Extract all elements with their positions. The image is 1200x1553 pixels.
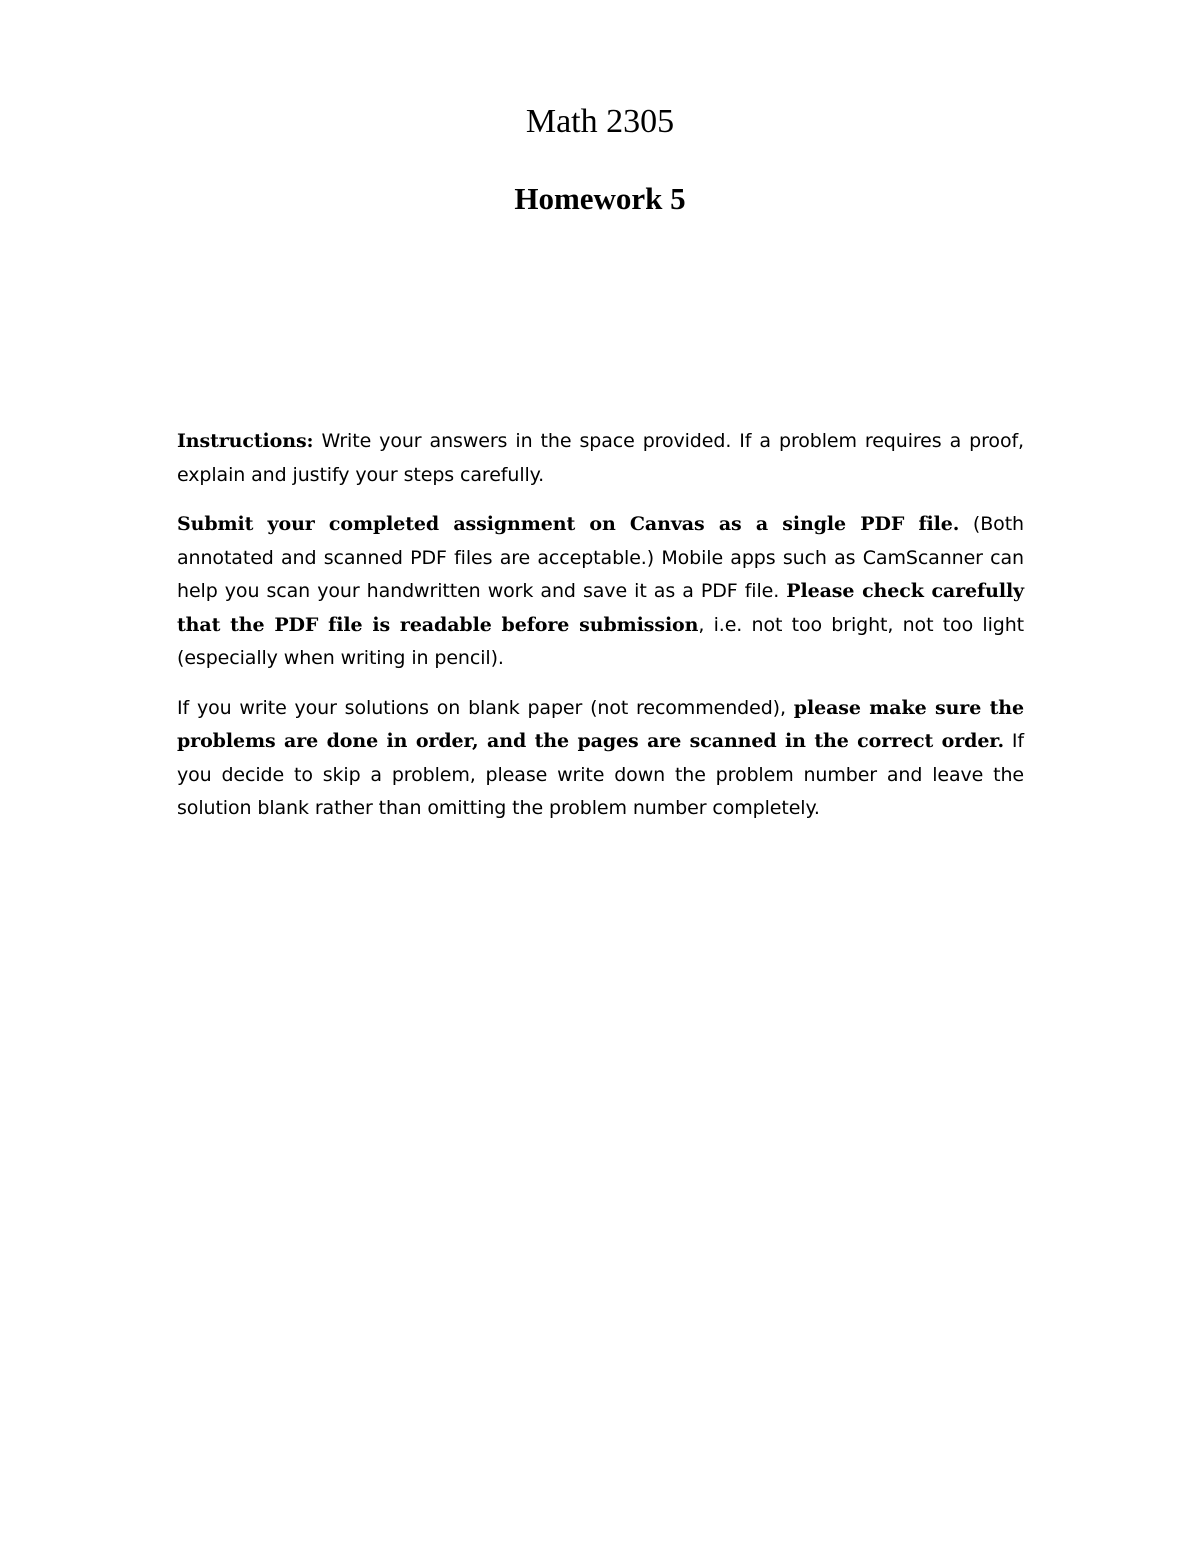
instructions-label: Instructions:: [177, 430, 314, 452]
submission-bold-2: Please check carefully that the PDF file is readable before submission: [177, 580, 1024, 636]
course-title: Math 2305: [525, 103, 675, 140]
submission-paragraph: [177, 508, 1024, 676]
submission-bold-1: Submit your completed assignment on Canvas as a single PDF file.: [177, 513, 960, 535]
instructions-section: [177, 425, 1024, 842]
order-text-2: If you decide to skip a problem, please write down the problem number and leave the solution blank rather than omitting the problem number completely.: [177, 730, 1024, 819]
order-paragraph: [177, 692, 1024, 826]
submission-text-2: , i.e. not too bright, not too light (especially when writing in pencil).: [177, 613, 1024, 669]
instructions-paragraph: [177, 425, 1024, 492]
homework-title: Homework 5: [514, 181, 686, 216]
order-bold-1: please make sure the problems are done in order, and the pages are scanned in the correct order.: [177, 696, 1024, 752]
instructions-text: Write your answers in the space provided. If a problem requires a proof, explain and justify your steps carefully.: [177, 430, 1024, 486]
order-text-1: If you write your solutions on blank paper (not recommended),: [177, 696, 794, 719]
submission-text-1: (Both annotated and scanned PDF files are acceptable.) Mobile apps such as CamScanner can help you scan your handwritten work and save it as a PDF file.: [177, 513, 1024, 602]
